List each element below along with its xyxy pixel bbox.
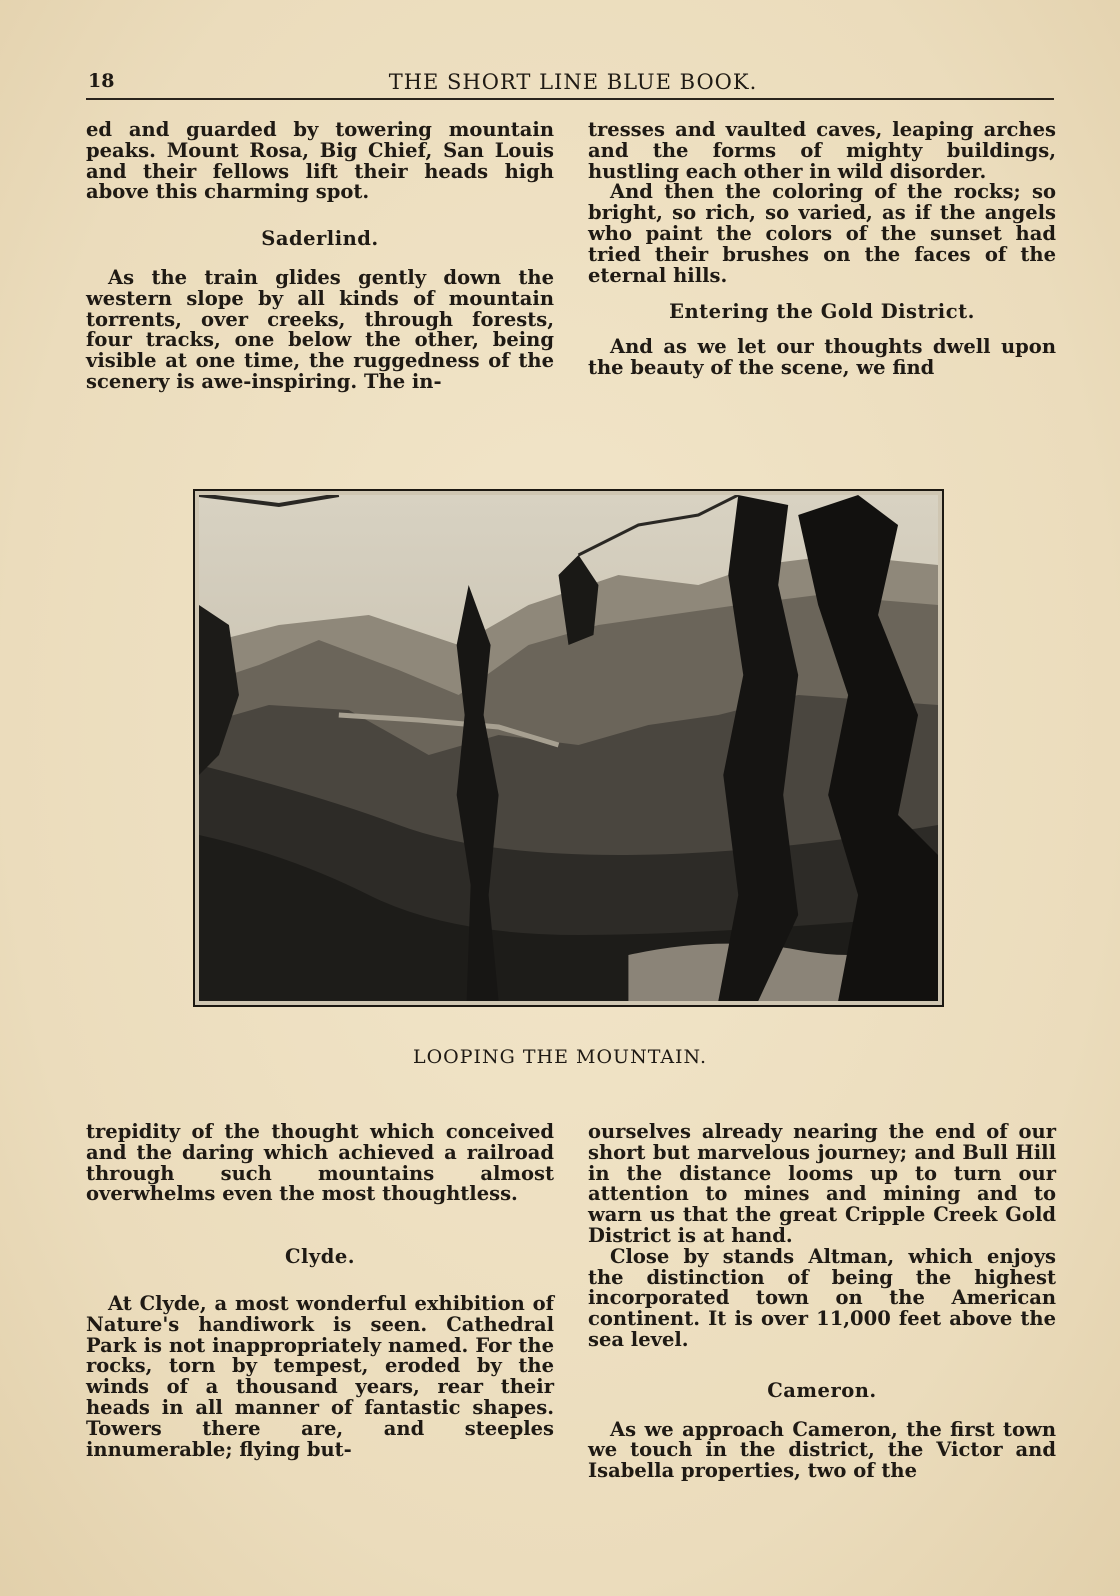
mountain-scene-image (199, 495, 938, 1001)
paragraph: ourselves already nearing the end of our short but marvelous journey; and Bull Hill in the distance looms up to turn our attention to mines and mining and to warn us that the great Cripple Creek Gold District is at hand. (588, 1120, 1056, 1247)
paragraph: At Clyde, a most wonderful exhibition of Nature's handiwork is seen. Cathedral Park is not inappropriately named. For the rocks, torn by tempest, eroded by the winds of a thousand years, rear their heads in all manner of fantastic shapes. Towers there are, and steeples innumerable; flying but- (86, 1291, 554, 1461)
section-heading-clyde: Clyde. (284, 1245, 356, 1269)
paragraph: And as we let our thoughts dwell upon the beauty of the scene, we find (588, 335, 1056, 379)
page-number: 18 (88, 70, 115, 92)
column-top-left (86, 120, 554, 393)
section-heading-cameron: Cameron. (767, 1378, 877, 1402)
paragraph: As the train glides gently down the western slope by all kinds of mountain torrents, over creeks, through forests, four tracks, one below the other, being visible at one time, the ruggedness of the scenery is awe-inspiring. The in- (86, 265, 554, 393)
mountain-photograph (193, 489, 944, 1007)
paragraph: Close by stands Altman, which enjoys the distinction of being the highest incorporated town on the American continent. It is over 11,000 feet above the sea level. (588, 1244, 1056, 1351)
paragraph: ed and guarded by towering mountain peaks. Mount Rosa, Big Chief, San Louis and their fellows lift their heads high above this charming spot. (86, 118, 554, 204)
paragraph: As we approach Cameron, the first town we touch in the district, the Victor and Isabella properties, two of the (588, 1417, 1056, 1483)
paragraph: And then the coloring of the rocks; so bright, so rich, so varied, as if the angels who paint the colors of the sunset had tried their brushes on the faces of the eternal hills. (588, 180, 1056, 287)
paragraph: tresses and vaulted caves, leaping arches and the forms of mighty buildings, hustling each other in wild disorder. (588, 118, 1056, 183)
running-title: THE SHORT LINE BLUE BOOK. (388, 70, 758, 94)
column-bottom-right (588, 1122, 1056, 1482)
column-bottom-left (86, 1122, 554, 1460)
section-heading-saderlind: Saderlind. (261, 227, 379, 251)
column-top-right (588, 120, 1056, 379)
page-header (86, 64, 1054, 100)
section-heading-gold-district: Entering the Gold District. (669, 300, 975, 324)
paragraph: trepidity of the thought which conceived and the daring which achieved a railroad through such mountains almost overwhelms even the most thoughtless. (86, 1120, 554, 1206)
photo-caption: LOOPING THE MOUNTAIN. (412, 1046, 708, 1068)
